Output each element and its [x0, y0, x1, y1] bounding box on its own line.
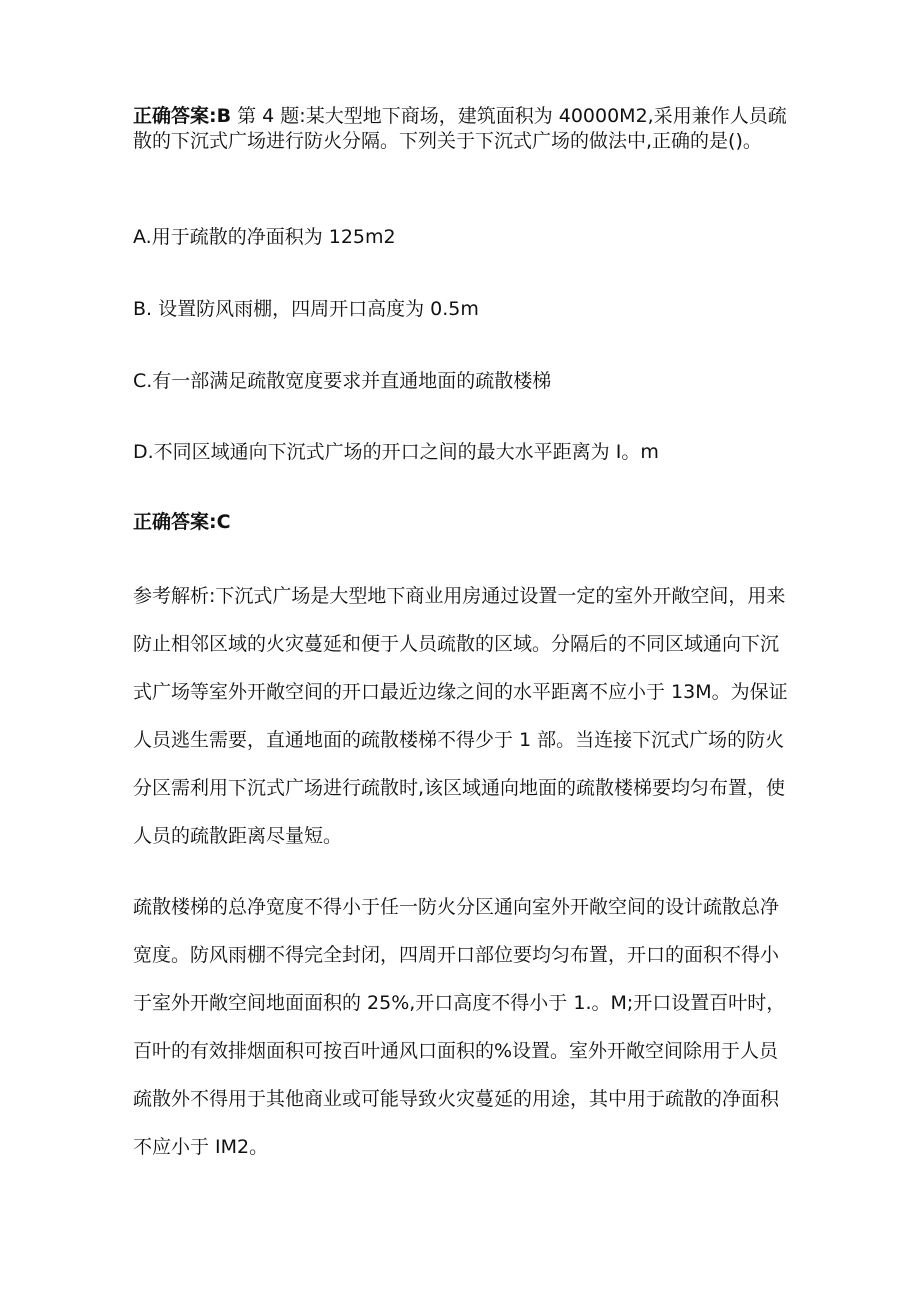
analysis-paragraph-1: 参考解析:下沉式广场是大型地下商业用房通过设置一定的室外开敞空间，用来防止相邻区域的火灾蔓延和便于人员疏散的区域。分隔后的不同区域通向下沉式广场等室外开敞空间的开口最近边缘之间的水平距离不应小于 13M。为保证人员逃生需要，直通地面的疏散楼梯不得少于 1 部。当连接下沉式广场的防火分区需利用下沉式广场进行疏散时,该区域通向地面的疏散楼梯要均匀布置，使人员的疏散距离尽量短。 — [133, 585, 788, 847]
correct-answer-label: 正确答案:C — [133, 511, 231, 533]
question-text: 第 4 题:某大型地下商场，建筑面积为 40000M2,采用兼作人员疏散的下沉式广场进行防火分隔。下列关于下沉式广场的做法中,正确的是()。 — [133, 105, 787, 152]
option-b: B. 设置防风雨棚，四周开口高度为 0.5m — [133, 298, 479, 320]
previous-answer-label: 正确答案:B — [133, 105, 232, 127]
question-block — [133, 104, 792, 154]
option-a: A.用于疏散的净面积为 125m2 — [133, 226, 396, 248]
option-c: C.有一部满足疏散宽度要求并直通地面的疏散楼梯 — [133, 370, 552, 392]
correct-answer — [133, 510, 792, 534]
option-d: D.不同区域通向下沉式广场的开口之间的最大水平距离为 I。m — [133, 441, 659, 463]
analysis-paragraph-2: 疏散楼梯的总净宽度不得小于任一防火分区通向室外开敞空间的设计疏散总净宽度。防风雨棚不得完全封闭，四周开口部位要均匀布置，开口的面积不得小于室外开敞空间地面面积的 25%,开口高度不得小于 1.。M;开口设置百叶时，百叶的有效排烟面积可按百叶通风口面积的%设置。室外开敞空间除用于人员疏散外不得用于其他商业或可能导致火灾蔓延的用途，其中用于疏散的净面积不应小于 IM2。 — [133, 896, 786, 1158]
